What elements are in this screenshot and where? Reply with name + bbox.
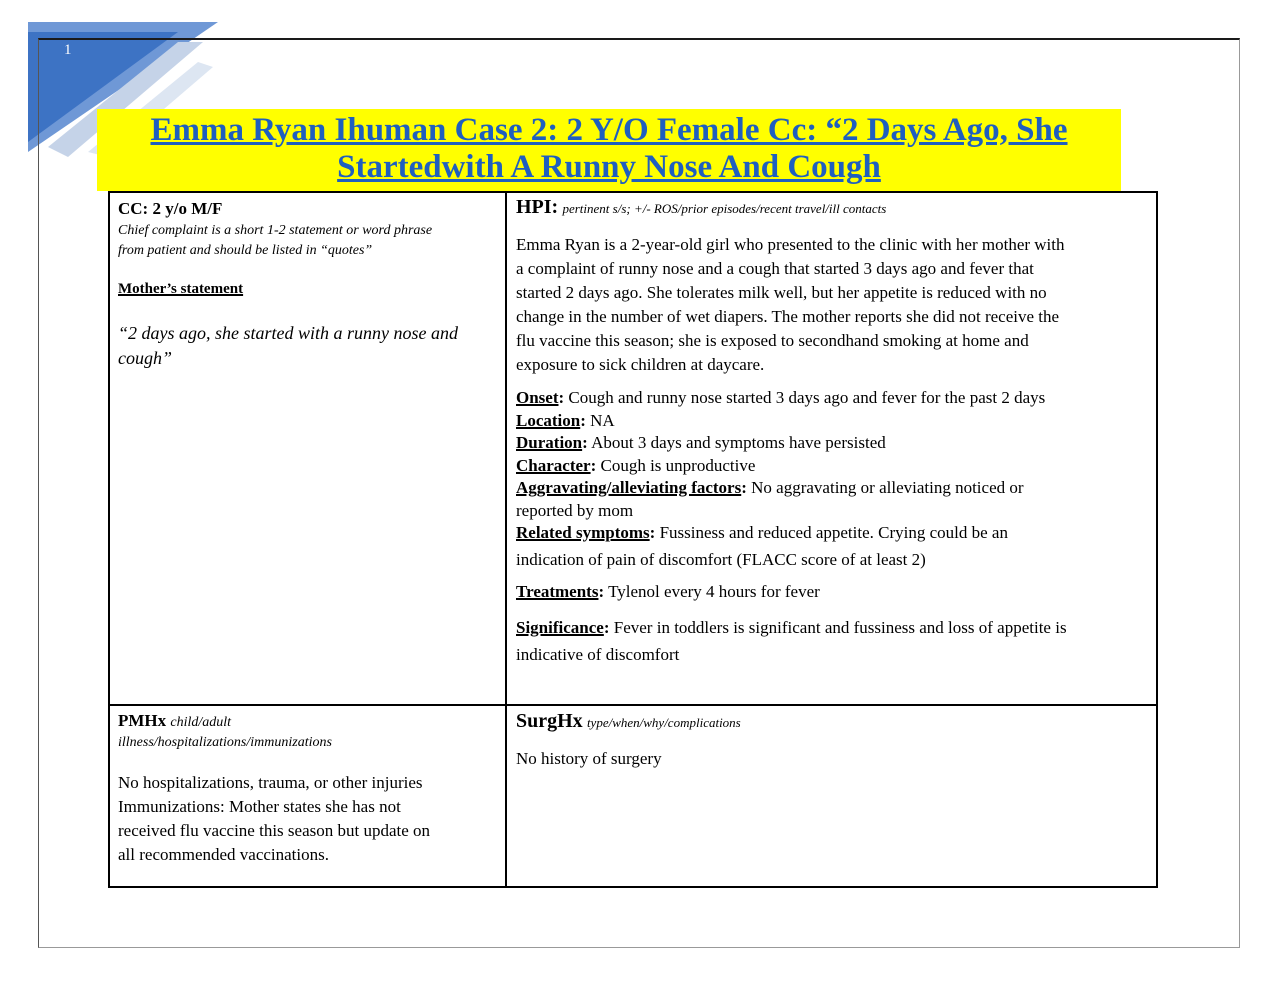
aggravating-value-cont: reported by mom bbox=[516, 500, 634, 520]
pmhx-cell bbox=[118, 710, 498, 867]
significance-value-cont: indicative of discomfort bbox=[516, 645, 680, 664]
onset-value: Cough and runny nose started 3 days ago and fever for the past 2 days bbox=[564, 388, 1046, 407]
table-column-divider bbox=[505, 191, 507, 888]
character-value: Cough is unproductive bbox=[596, 455, 756, 475]
title-line-1: Emma Ryan Ihuman Case 2: 2 Y/O Female Cc: “2 Days Ago, She bbox=[150, 112, 1068, 148]
surghx-cell bbox=[516, 708, 1152, 771]
aggravating-label: Aggravating/alleviating factors bbox=[516, 478, 742, 497]
duration-value: About 3 days and symptoms have persisted bbox=[587, 433, 886, 452]
hpi-line: flu vaccine this season; she is exposed to secondhand smoking at home and bbox=[516, 331, 1029, 350]
page-number: 1 bbox=[64, 42, 72, 58]
surghx-hint: type/when/why/complications bbox=[586, 715, 741, 730]
hpi-heading: HPI: bbox=[516, 196, 559, 218]
significance-row: Significance: Fever in toddlers is significant and fussiness and loss of appetite is bbox=[516, 617, 1067, 637]
pmhx-hint-2: illness/hospitalizations/immunizations bbox=[118, 735, 332, 750]
duration-label: Duration bbox=[516, 433, 583, 452]
cc-heading: CC: 2 y/o M/F bbox=[118, 199, 223, 218]
cc-quote-2: cough” bbox=[118, 348, 172, 368]
treatments-value: Tylenol every 4 hours for fever bbox=[604, 582, 820, 601]
pmhx-line: received flu vaccine this season but update on bbox=[118, 821, 431, 840]
table-row-divider bbox=[108, 704, 1158, 706]
pmhx-line: No hospitalizations, trauma, or other injuries bbox=[118, 773, 423, 792]
related-row: Related symptoms: Fussiness and reduced appetite. Crying could be an bbox=[516, 523, 1008, 542]
hpi-narrative bbox=[516, 233, 1152, 377]
duration-row: Duration: About 3 days and symptoms have persisted bbox=[516, 433, 886, 452]
pmhx-line: all recommended vaccinations. bbox=[118, 845, 329, 864]
pmhx-heading: PMHx bbox=[118, 711, 167, 730]
hpi-line: a complaint of runny nose and a cough that started 3 days ago and fever that bbox=[516, 259, 1034, 278]
aggravating-value: No aggravating or alleviating noticed or bbox=[746, 478, 1024, 497]
cc-statement-label: Mother’s statement bbox=[118, 281, 244, 297]
pmhx-body bbox=[118, 771, 498, 867]
cc-hint-2: from patient and should be listed in “quotes” bbox=[118, 243, 373, 258]
significance-label: Significance bbox=[516, 617, 604, 637]
aggravating-row: Aggravating/alleviating factors: No aggravating or alleviating noticed or bbox=[516, 478, 1024, 497]
treatments-row: Treatments: Tylenol every 4 hours for fever bbox=[516, 582, 820, 601]
location-row: Location: NA bbox=[516, 410, 615, 430]
onset-row: Onset: Cough and runny nose started 3 days ago and fever for the past 2 days bbox=[516, 388, 1046, 407]
hpi-line: Emma Ryan is a 2-year-old girl who presented to the clinic with her mother with bbox=[516, 235, 1065, 254]
character-row: Character: Cough is unproductive bbox=[516, 455, 756, 475]
related-value-cont: indication of pain of discomfort (FLACC score of at least 2) bbox=[516, 549, 926, 569]
hpi-fields bbox=[516, 387, 1152, 667]
document-title[interactable] bbox=[97, 112, 1121, 186]
surghx-value: No history of surgery bbox=[516, 749, 662, 768]
related-label: Related symptoms bbox=[516, 523, 650, 542]
cc-quote-1: “2 days ago, she started with a runny nose and bbox=[118, 323, 458, 343]
location-label: Location bbox=[516, 410, 581, 430]
hpi-cell bbox=[516, 194, 1152, 667]
hpi-line: exposure to sick children at daycare. bbox=[516, 355, 765, 374]
location-value: NA bbox=[585, 410, 615, 430]
pmhx-line: Immunizations: Mother states she has not bbox=[118, 797, 401, 816]
cc-cell bbox=[118, 197, 498, 371]
character-label: Character bbox=[516, 455, 591, 475]
hpi-line: change in the number of wet diapers. The mother reports she did not receive the bbox=[516, 307, 1060, 326]
pmhx-hint-1: child/adult bbox=[170, 715, 232, 730]
cc-hint-1: Chief complaint is a short 1-2 statement or word phrase bbox=[118, 223, 433, 238]
title-line-2: Startedwith A Runny Nose And Cough bbox=[337, 149, 881, 185]
onset-label: Onset bbox=[516, 388, 559, 407]
hpi-line: started 2 days ago. She tolerates milk well, but her appetite is reduced with no bbox=[516, 283, 1047, 302]
treatments-label: Treatments bbox=[516, 582, 599, 601]
surghx-heading: SurgHx bbox=[516, 710, 583, 732]
significance-value: Fever in toddlers is significant and fussiness and loss of appetite is bbox=[609, 617, 1067, 637]
related-value: Fussiness and reduced appetite. Crying could be an bbox=[655, 523, 1008, 542]
hpi-hint: pertinent s/s; +/- ROS/prior episodes/recent travel/ill contacts bbox=[562, 201, 887, 216]
